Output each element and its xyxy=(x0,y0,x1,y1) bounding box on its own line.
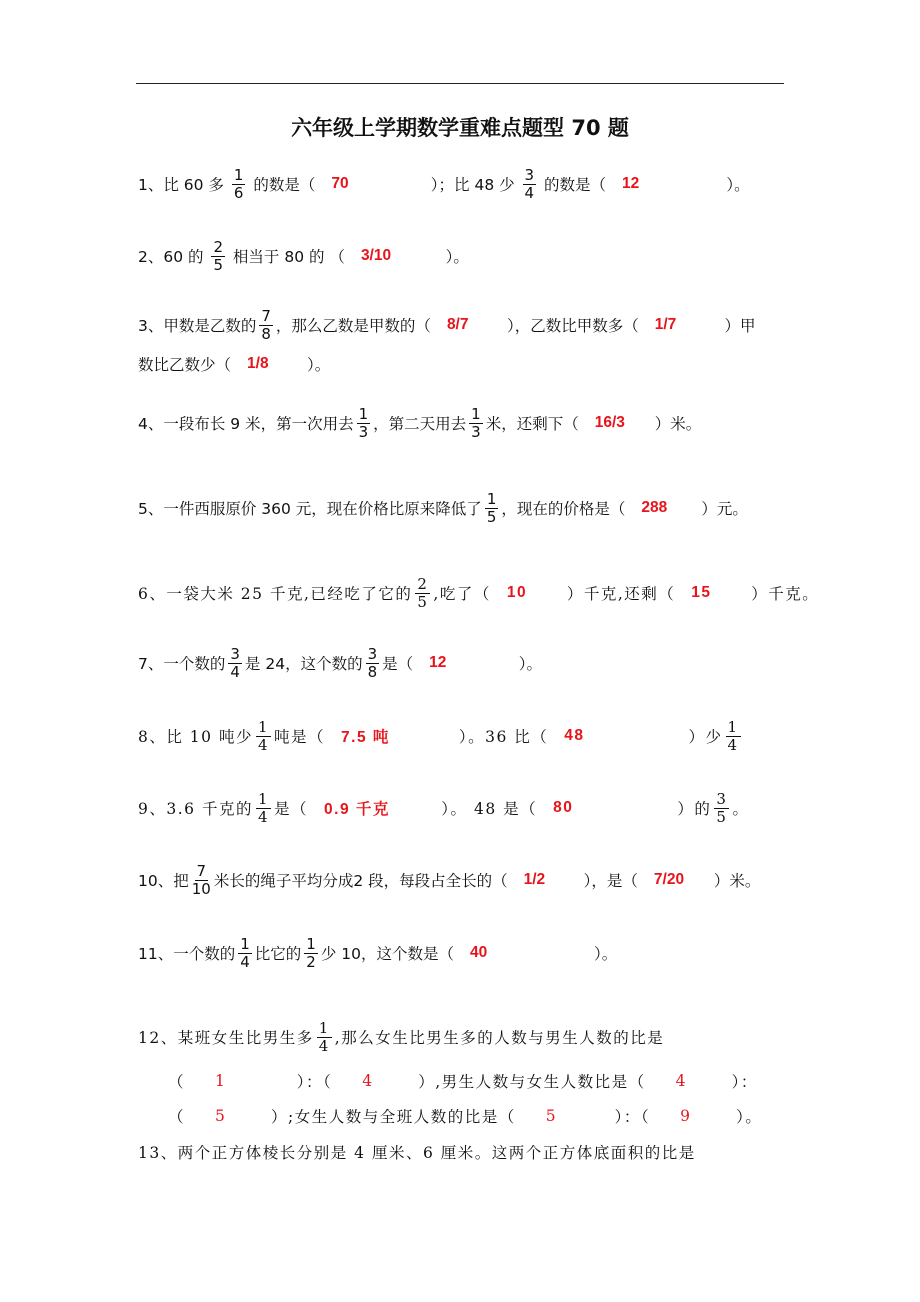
fraction xyxy=(211,239,225,274)
question-4-line xyxy=(138,404,702,441)
question-text: 的数是（ xyxy=(248,176,316,194)
question-text: ，那么乙数是甲数的（ xyxy=(275,317,431,335)
fraction xyxy=(259,308,273,343)
question-text: ）千克。 xyxy=(751,585,820,603)
fraction xyxy=(317,1020,332,1055)
question-text: 8、比 10 吨少 xyxy=(138,728,253,746)
numerator: 1 xyxy=(471,404,481,423)
question-text: ）。 xyxy=(307,356,331,374)
denominator: 8 xyxy=(367,662,378,681)
fraction xyxy=(726,719,741,754)
denominator: 4 xyxy=(230,662,240,681)
question-text: 相当于 80 的 （ xyxy=(228,248,345,266)
fraction xyxy=(469,406,483,441)
denominator: 5 xyxy=(213,255,223,274)
fraction xyxy=(256,719,271,754)
question-text: ）。 xyxy=(530,945,618,963)
question-text: ）；比 48 少 xyxy=(391,176,520,194)
denominator: 4 xyxy=(727,735,739,754)
fraction xyxy=(714,791,729,826)
numerator: 3 xyxy=(524,165,535,184)
answer: 16/3 xyxy=(594,414,625,431)
fraction xyxy=(415,576,430,611)
answer: 0.9 千克 xyxy=(324,801,390,818)
question-9-line xyxy=(138,789,750,826)
answer: 1 xyxy=(215,1072,227,1090)
numerator: 1 xyxy=(486,489,497,508)
question-3-line xyxy=(138,349,330,379)
question-12-line xyxy=(168,1066,758,1096)
question-text: 2、60 的 xyxy=(138,248,209,266)
question-text: ）。 xyxy=(682,176,750,194)
question-1-line xyxy=(138,165,750,202)
fraction xyxy=(485,491,499,526)
question-text: ）。 48 是（ xyxy=(389,800,538,818)
question-text: 1、比 60 多 xyxy=(138,176,229,194)
numerator: 1 xyxy=(318,1018,330,1037)
numerator: 1 xyxy=(358,404,369,423)
fraction xyxy=(232,167,246,202)
question-text: 13、两个正方体棱长分别是 4 厘米、6 厘米。这两个正方体底面积的比是 xyxy=(138,1144,696,1162)
question-text: 6、一袋大米 25 千克,已经吃了它的 xyxy=(138,585,413,603)
question-5-line xyxy=(138,489,748,526)
question-text: ）。 xyxy=(420,248,469,266)
question-text: ），乙数比甲数多（ xyxy=(506,317,639,335)
answer: 5 xyxy=(545,1107,558,1125)
answer: 7/20 xyxy=(653,871,685,888)
answer: 1/2 xyxy=(523,871,546,888)
question-text: 。 xyxy=(732,800,750,818)
question-text: ）米。 xyxy=(713,872,761,890)
question-text: ）,男生人数与女生人数比是（ xyxy=(418,1073,646,1091)
question-text: ，第二天用去 xyxy=(373,415,467,433)
numerator: 1 xyxy=(257,789,269,808)
denominator: 3 xyxy=(358,422,369,441)
answer: 4 xyxy=(675,1072,688,1090)
question-10-line xyxy=(138,861,761,898)
question-text: 是（ xyxy=(274,800,309,818)
question-text: 少 10，这个数是（ xyxy=(320,945,454,963)
question-12-line xyxy=(138,1018,665,1055)
answer: 1/8 xyxy=(247,355,269,372)
question-text: 是 24，这个数的 xyxy=(244,655,363,673)
answer: 40 xyxy=(470,944,488,961)
question-11-line xyxy=(138,934,618,971)
question-text: 10、把 xyxy=(138,872,189,890)
denominator: 10 xyxy=(191,879,211,898)
denominator: 5 xyxy=(417,592,429,611)
question-text: ，现在的价格是（ xyxy=(501,500,626,518)
denominator: 4 xyxy=(257,735,269,754)
page-title: 六年级上学期数学重难点题型 70 题 xyxy=(291,116,629,140)
numerator: 1 xyxy=(306,934,316,953)
question-text: 9、3.6 千克的 xyxy=(138,800,253,818)
question-text: ）元。 xyxy=(701,500,748,518)
question-text: 吨是（ xyxy=(274,728,326,746)
answer: 80 xyxy=(553,799,574,816)
question-13-line xyxy=(138,1137,696,1167)
fraction xyxy=(192,863,211,898)
question-text: ）。 xyxy=(736,1108,763,1126)
question-text: （ xyxy=(168,1073,186,1091)
question-text: ）少 xyxy=(624,728,723,746)
denominator: 8 xyxy=(261,324,271,343)
numerator: 3 xyxy=(230,644,240,663)
question-text: 7、一个数的 xyxy=(138,655,226,673)
answer: 15 xyxy=(691,584,712,601)
denominator: 3 xyxy=(471,422,481,441)
answer: 12 xyxy=(429,654,447,671)
answer: 5 xyxy=(215,1107,227,1125)
answer: 48 xyxy=(564,727,585,744)
denominator: 4 xyxy=(257,807,269,826)
question-text: ）。 xyxy=(489,655,542,673)
answer: 9 xyxy=(680,1107,692,1125)
question-12-line xyxy=(168,1101,762,1131)
answer: 1/7 xyxy=(654,316,677,333)
question-8-line xyxy=(138,717,744,754)
numerator: 7 xyxy=(261,306,271,325)
question-text: 11、一个数的 xyxy=(138,945,236,963)
denominator: 6 xyxy=(233,183,244,202)
fraction xyxy=(366,646,380,681)
numerator: 1 xyxy=(233,165,244,184)
question-text: ）。36 比（ xyxy=(401,728,549,746)
numerator: 1 xyxy=(240,934,250,953)
numerator: 7 xyxy=(196,861,207,880)
numerator: 2 xyxy=(213,237,223,256)
answer: 12 xyxy=(622,175,640,192)
fraction xyxy=(238,936,252,971)
denominator: 5 xyxy=(716,807,728,826)
question-6-line xyxy=(138,574,820,611)
question-text: ）千克,还剩（ xyxy=(566,585,676,603)
denominator: 4 xyxy=(240,952,250,971)
answer: 4 xyxy=(362,1072,374,1090)
answer: 10 xyxy=(506,584,528,601)
question-7-line xyxy=(138,644,542,681)
question-3-line xyxy=(138,306,756,343)
fraction xyxy=(304,936,318,971)
question-text: ,那么女生比男生多的人数与男生人数的比是 xyxy=(334,1029,665,1047)
denominator: 4 xyxy=(524,183,535,202)
question-2-line xyxy=(138,237,469,274)
fraction xyxy=(357,406,371,441)
numerator: 2 xyxy=(417,574,429,593)
answer: 70 xyxy=(331,175,349,192)
header-rule xyxy=(136,83,784,84)
question-text: 的数是（ xyxy=(539,176,607,194)
denominator: 5 xyxy=(486,507,497,526)
question-text: 米，还剩下（ xyxy=(485,415,579,433)
fraction xyxy=(228,646,242,681)
question-text: 是（ xyxy=(382,655,414,673)
question-text: ），是（ xyxy=(583,872,638,890)
answer: 8/7 xyxy=(446,316,469,333)
denominator: 4 xyxy=(318,1036,330,1055)
question-text: （ xyxy=(168,1108,186,1126)
question-text: ）米。 xyxy=(654,415,702,433)
question-text: ）;女生人数与全班人数的比是（ xyxy=(271,1108,516,1126)
numerator: 3 xyxy=(367,644,378,663)
question-text: ）：（ xyxy=(271,1073,333,1091)
question-text: 4、一段布长 9 米，第一次用去 xyxy=(138,415,354,433)
question-text: 3、甲数是乙数的 xyxy=(138,317,257,335)
question-text: ）： xyxy=(731,1073,758,1091)
question-text: ）甲 xyxy=(714,317,756,335)
question-text: ,吃了（ xyxy=(433,585,491,603)
fraction xyxy=(523,167,537,202)
question-text: 数比乙数少（ xyxy=(138,356,232,374)
fraction xyxy=(256,791,271,826)
question-text: 米长的绳子平均分成2 段，每段占全长的（ xyxy=(213,872,508,890)
answer: 288 xyxy=(641,499,668,516)
denominator: 2 xyxy=(306,952,316,971)
question-text: ）的 xyxy=(613,800,712,818)
question-text: 5、一件西服原价 360 元，现在价格比原来降低了 xyxy=(138,500,482,518)
numerator: 1 xyxy=(727,717,739,736)
answer: 7.5 吨 xyxy=(341,729,390,746)
question-text: 12、某班女生比男生多 xyxy=(138,1029,314,1047)
numerator: 1 xyxy=(257,717,269,736)
question-text: ）：（ xyxy=(601,1108,651,1126)
numerator: 3 xyxy=(716,789,728,808)
answer: 3/10 xyxy=(360,247,392,264)
question-text: 比它的 xyxy=(254,945,302,963)
